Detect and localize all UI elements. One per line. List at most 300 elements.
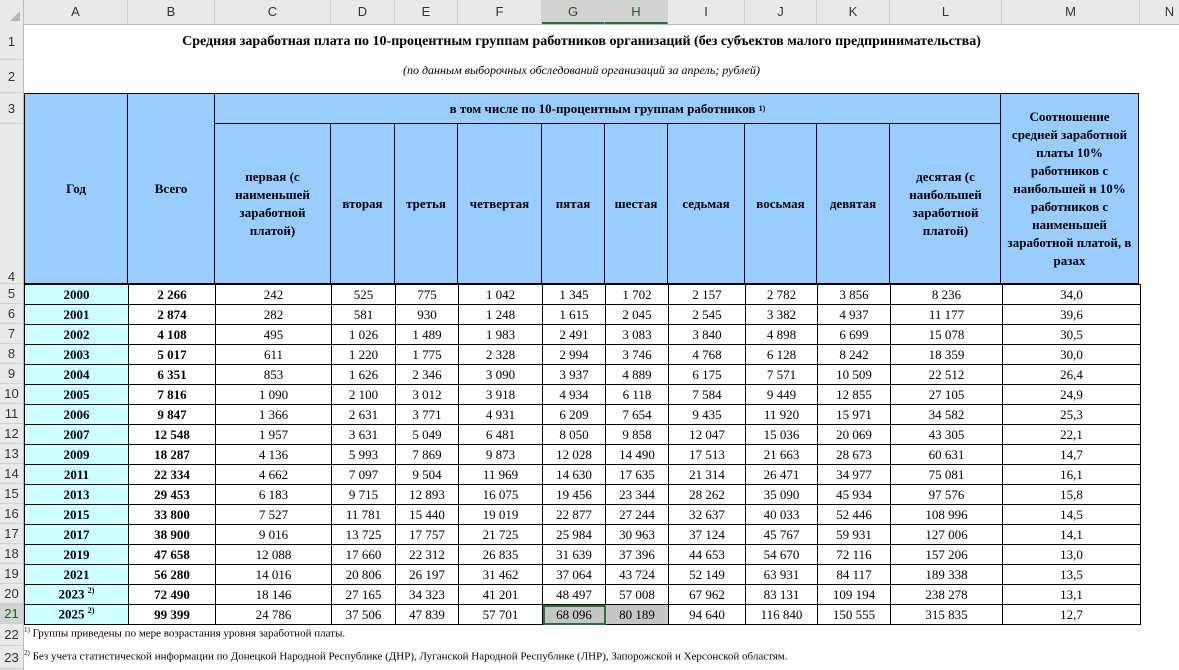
header-group-label: восьмая bbox=[756, 195, 805, 211]
group-4-cell[interactable]: 1 983 bbox=[459, 325, 543, 345]
group-4-cell[interactable]: 6 481 bbox=[459, 425, 543, 445]
group-3-cell[interactable]: 2 346 bbox=[396, 365, 459, 385]
group-5-cell[interactable]: 1 345 bbox=[543, 285, 606, 305]
group-9-cell[interactable]: 109 194 bbox=[818, 585, 891, 605]
group-7-cell[interactable]: 3 840 bbox=[669, 325, 746, 345]
group-4-cell[interactable]: 19 019 bbox=[459, 505, 543, 525]
total-cell[interactable]: 5 017 bbox=[129, 345, 216, 365]
year-cell[interactable] bbox=[25, 605, 129, 625]
group-5-cell[interactable]: 22 877 bbox=[543, 505, 606, 525]
total-cell[interactable]: 12 548 bbox=[129, 425, 216, 445]
total-cell[interactable]: 7 816 bbox=[129, 385, 216, 405]
column-header-b[interactable]: B bbox=[128, 0, 215, 24]
group-7-cell[interactable]: 2 545 bbox=[669, 305, 746, 325]
year-cell[interactable] bbox=[25, 565, 129, 585]
group-9-cell[interactable]: 59 931 bbox=[818, 525, 891, 545]
row-header-12[interactable]: 12 bbox=[0, 424, 23, 444]
group-4-cell[interactable]: 9 873 bbox=[459, 445, 543, 465]
group-3-cell[interactable]: 22 312 bbox=[396, 545, 459, 565]
footnote-2[interactable] bbox=[24, 649, 788, 663]
row-header-17[interactable]: 17 bbox=[0, 524, 23, 544]
table-row bbox=[25, 505, 1141, 525]
group-2-cell[interactable]: 17 660 bbox=[332, 545, 396, 565]
row-header-21[interactable]: 21 bbox=[0, 604, 23, 624]
total-cell[interactable]: 2 874 bbox=[129, 305, 216, 325]
column-header-g[interactable]: G bbox=[542, 0, 605, 24]
group-8-cell[interactable]: 35 090 bbox=[746, 485, 818, 505]
year-cell[interactable] bbox=[25, 445, 129, 465]
group-10-cell[interactable]: 27 105 bbox=[891, 385, 1003, 405]
group-5-cell[interactable]: 4 934 bbox=[543, 385, 606, 405]
year-cell[interactable] bbox=[25, 545, 129, 565]
group-5-cell[interactable]: 25 984 bbox=[543, 525, 606, 545]
total-cell[interactable]: 33 800 bbox=[129, 505, 216, 525]
ratio-cell[interactable]: 13,0 bbox=[1003, 545, 1141, 565]
group-4-cell[interactable]: 11 969 bbox=[459, 465, 543, 485]
group-3-cell[interactable]: 26 197 bbox=[396, 565, 459, 585]
group-10-cell[interactable]: 60 631 bbox=[891, 445, 1003, 465]
group-8-cell[interactable]: 15 036 bbox=[746, 425, 818, 445]
year-value: 2006 bbox=[63, 406, 90, 422]
group-6-cell[interactable]: 80 189 bbox=[606, 605, 669, 625]
column-headers bbox=[24, 0, 1179, 25]
column-header-f[interactable]: F bbox=[458, 0, 542, 24]
total-cell[interactable]: 29 453 bbox=[129, 485, 216, 505]
group-7-cell[interactable]: 4 768 bbox=[669, 345, 746, 365]
group-7-cell[interactable]: 2 157 bbox=[669, 285, 746, 305]
row-header-20[interactable]: 20 bbox=[0, 584, 23, 604]
ratio-cell[interactable]: 26,4 bbox=[1003, 365, 1141, 385]
group-10-cell[interactable]: 22 512 bbox=[891, 365, 1003, 385]
year-cell[interactable] bbox=[25, 325, 129, 345]
group-6-cell[interactable]: 27 244 bbox=[606, 505, 669, 525]
group-1-cell[interactable]: 24 786 bbox=[216, 605, 332, 625]
group-10-cell[interactable]: 43 305 bbox=[891, 425, 1003, 445]
group-3-cell[interactable]: 7 869 bbox=[396, 445, 459, 465]
table-row bbox=[25, 305, 1141, 325]
group-2-cell[interactable]: 581 bbox=[332, 305, 396, 325]
total-cell[interactable]: 18 287 bbox=[129, 445, 216, 465]
group-2-cell[interactable]: 13 725 bbox=[332, 525, 396, 545]
ratio-cell[interactable]: 14,5 bbox=[1003, 505, 1141, 525]
ratio-cell[interactable]: 39,6 bbox=[1003, 305, 1141, 325]
group-9-cell[interactable]: 45 934 bbox=[818, 485, 891, 505]
group-1-cell[interactable]: 1 957 bbox=[216, 425, 332, 445]
group-6-cell[interactable]: 14 490 bbox=[606, 445, 669, 465]
total-cell[interactable]: 4 108 bbox=[129, 325, 216, 345]
group-8-cell[interactable]: 11 920 bbox=[746, 405, 818, 425]
table-row bbox=[25, 445, 1141, 465]
table-row bbox=[25, 545, 1141, 565]
group-6-cell[interactable]: 3 746 bbox=[606, 345, 669, 365]
year-cell[interactable] bbox=[25, 585, 129, 605]
header-total[interactable] bbox=[127, 93, 215, 284]
year-cell[interactable] bbox=[25, 525, 129, 545]
row-header-11[interactable]: 11 bbox=[0, 404, 23, 424]
year-cell[interactable] bbox=[25, 465, 129, 485]
group-6-cell[interactable]: 17 635 bbox=[606, 465, 669, 485]
group-1-cell[interactable]: 1 366 bbox=[216, 405, 332, 425]
group-4-cell[interactable]: 1 042 bbox=[459, 285, 543, 305]
group-8-cell[interactable]: 2 782 bbox=[746, 285, 818, 305]
ratio-cell[interactable]: 16,1 bbox=[1003, 465, 1141, 485]
group-8-cell[interactable]: 6 128 bbox=[746, 345, 818, 365]
group-1-cell[interactable]: 4 662 bbox=[216, 465, 332, 485]
group-2-cell[interactable]: 2 631 bbox=[332, 405, 396, 425]
group-2-cell[interactable]: 1 026 bbox=[332, 325, 396, 345]
group-5-cell[interactable]: 2 491 bbox=[543, 325, 606, 345]
group-2-cell[interactable]: 11 781 bbox=[332, 505, 396, 525]
ratio-cell[interactable]: 30,5 bbox=[1003, 325, 1141, 345]
header-group-3[interactable] bbox=[394, 123, 458, 284]
header-ratio[interactable] bbox=[1000, 93, 1139, 284]
group-5-cell[interactable]: 1 615 bbox=[543, 305, 606, 325]
group-5-cell[interactable]: 31 639 bbox=[543, 545, 606, 565]
header-group-label: пятая bbox=[555, 195, 591, 211]
column-header-c[interactable]: C bbox=[215, 0, 331, 24]
row-header-14[interactable]: 14 bbox=[0, 464, 23, 484]
group-6-cell[interactable]: 9 858 bbox=[606, 425, 669, 445]
group-6-cell[interactable]: 37 396 bbox=[606, 545, 669, 565]
group-1-cell[interactable]: 242 bbox=[216, 285, 332, 305]
group-4-cell[interactable]: 31 462 bbox=[459, 565, 543, 585]
group-8-cell[interactable]: 7 571 bbox=[746, 365, 818, 385]
header-group-5[interactable] bbox=[541, 123, 605, 284]
group-9-cell[interactable]: 34 977 bbox=[818, 465, 891, 485]
group-9-cell[interactable]: 6 699 bbox=[818, 325, 891, 345]
group-10-cell[interactable]: 11 177 bbox=[891, 305, 1003, 325]
column-header-e[interactable]: E bbox=[395, 0, 458, 24]
group-8-cell[interactable]: 116 840 bbox=[746, 605, 818, 625]
ratio-cell[interactable]: 22,1 bbox=[1003, 425, 1141, 445]
ratio-cell[interactable]: 14,1 bbox=[1003, 525, 1141, 545]
group-8-cell[interactable]: 26 471 bbox=[746, 465, 818, 485]
footnote-1-text: Группы приведены по мере возрастания уровня заработной платы. bbox=[32, 627, 346, 640]
group-7-cell[interactable]: 28 262 bbox=[669, 485, 746, 505]
group-9-cell[interactable]: 8 242 bbox=[818, 345, 891, 365]
group-2-cell[interactable]: 27 165 bbox=[332, 585, 396, 605]
group-3-cell[interactable]: 12 893 bbox=[396, 485, 459, 505]
year-cell[interactable] bbox=[25, 425, 129, 445]
group-6-cell[interactable]: 43 724 bbox=[606, 565, 669, 585]
row-header-2[interactable]: 2 bbox=[0, 60, 23, 93]
group-7-cell[interactable]: 6 175 bbox=[669, 365, 746, 385]
row-header-7[interactable]: 7 bbox=[0, 324, 23, 344]
group-6-cell[interactable]: 2 045 bbox=[606, 305, 669, 325]
header-group-label: четвертая bbox=[469, 195, 530, 211]
footnote-1-mark: 1) bbox=[24, 626, 30, 634]
group-7-cell[interactable]: 9 435 bbox=[669, 405, 746, 425]
group-6-cell[interactable]: 4 889 bbox=[606, 365, 669, 385]
header-group-7[interactable] bbox=[667, 123, 745, 284]
group-8-cell[interactable]: 9 449 bbox=[746, 385, 818, 405]
year-cell[interactable] bbox=[25, 345, 129, 365]
year-cell[interactable] bbox=[25, 285, 129, 305]
table-row bbox=[25, 365, 1141, 385]
group-4-cell[interactable]: 2 328 bbox=[459, 345, 543, 365]
group-1-cell[interactable]: 9 016 bbox=[216, 525, 332, 545]
select-all-button[interactable] bbox=[0, 0, 24, 24]
group-10-cell[interactable]: 75 081 bbox=[891, 465, 1003, 485]
group-1-cell[interactable]: 1 090 bbox=[216, 385, 332, 405]
sheet-subtitle[interactable]: (по данным выборочных обследований организаций за апрель; рублей) bbox=[402, 63, 761, 77]
header-group-9[interactable] bbox=[816, 123, 890, 284]
group-3-cell[interactable]: 34 323 bbox=[396, 585, 459, 605]
footnote-1[interactable] bbox=[24, 626, 345, 640]
group-10-cell[interactable]: 238 278 bbox=[891, 585, 1003, 605]
group-7-cell[interactable]: 37 124 bbox=[669, 525, 746, 545]
group-8-cell[interactable]: 21 663 bbox=[746, 445, 818, 465]
group-3-cell[interactable]: 5 049 bbox=[396, 425, 459, 445]
group-3-cell[interactable]: 3 012 bbox=[396, 385, 459, 405]
row-header-9[interactable]: 9 bbox=[0, 364, 23, 384]
group-4-cell[interactable]: 1 248 bbox=[459, 305, 543, 325]
group-3-cell[interactable]: 9 504 bbox=[396, 465, 459, 485]
group-8-cell[interactable]: 3 382 bbox=[746, 305, 818, 325]
group-5-cell[interactable]: 14 630 bbox=[543, 465, 606, 485]
group-2-cell[interactable]: 37 506 bbox=[332, 605, 396, 625]
group-7-cell[interactable]: 52 149 bbox=[669, 565, 746, 585]
year-cell[interactable] bbox=[25, 365, 129, 385]
ratio-cell[interactable]: 12,7 bbox=[1003, 605, 1141, 625]
column-header-h[interactable]: H bbox=[605, 0, 668, 24]
year-cell[interactable] bbox=[25, 385, 129, 405]
group-10-cell[interactable]: 18 359 bbox=[891, 345, 1003, 365]
group-5-cell[interactable]: 19 456 bbox=[543, 485, 606, 505]
table-row bbox=[25, 425, 1141, 445]
group-9-cell[interactable]: 28 673 bbox=[818, 445, 891, 465]
row-header-19[interactable]: 19 bbox=[0, 564, 23, 584]
group-8-cell[interactable]: 40 033 bbox=[746, 505, 818, 525]
group-6-cell[interactable]: 1 702 bbox=[606, 285, 669, 305]
group-3-cell[interactable]: 17 757 bbox=[396, 525, 459, 545]
group-4-cell[interactable]: 41 201 bbox=[459, 585, 543, 605]
group-2-cell[interactable]: 20 806 bbox=[332, 565, 396, 585]
year-cell[interactable] bbox=[25, 305, 129, 325]
group-2-cell[interactable]: 2 100 bbox=[332, 385, 396, 405]
row-header-5[interactable]: 5 bbox=[0, 284, 23, 304]
group-10-cell[interactable]: 8 236 bbox=[891, 285, 1003, 305]
group-6-cell[interactable]: 3 083 bbox=[606, 325, 669, 345]
ratio-cell[interactable]: 24,9 bbox=[1003, 385, 1141, 405]
group-1-cell[interactable]: 495 bbox=[216, 325, 332, 345]
group-5-cell[interactable]: 37 064 bbox=[543, 565, 606, 585]
ratio-cell[interactable]: 15,8 bbox=[1003, 485, 1141, 505]
row-header-18[interactable]: 18 bbox=[0, 544, 23, 564]
group-2-cell[interactable]: 3 631 bbox=[332, 425, 396, 445]
group-6-cell[interactable]: 30 963 bbox=[606, 525, 669, 545]
group-1-cell[interactable]: 18 146 bbox=[216, 585, 332, 605]
year-value: 2003 bbox=[63, 346, 90, 362]
table-row bbox=[25, 565, 1141, 585]
group-6-cell[interactable]: 57 008 bbox=[606, 585, 669, 605]
group-1-cell[interactable]: 282 bbox=[216, 305, 332, 325]
ratio-cell[interactable]: 30,0 bbox=[1003, 345, 1141, 365]
group-4-cell[interactable]: 3 090 bbox=[459, 365, 543, 385]
ratio-cell[interactable]: 13,5 bbox=[1003, 565, 1141, 585]
group-5-cell[interactable]: 8 050 bbox=[543, 425, 606, 445]
footnote-2-text: Без учета статистической информации по Донецкой Народной Республике (ДНР), Луганской Народной Республике (ЛНР), Запорожской и Херсонской областям. bbox=[32, 650, 788, 663]
row-header-8[interactable]: 8 bbox=[0, 344, 23, 364]
group-10-cell[interactable]: 157 206 bbox=[891, 545, 1003, 565]
column-header-i[interactable]: I bbox=[668, 0, 745, 24]
group-2-cell[interactable]: 7 097 bbox=[332, 465, 396, 485]
group-3-cell[interactable]: 930 bbox=[396, 305, 459, 325]
group-2-cell[interactable]: 5 993 bbox=[332, 445, 396, 465]
group-5-cell[interactable]: 3 937 bbox=[543, 365, 606, 385]
group-9-cell[interactable]: 3 856 bbox=[818, 285, 891, 305]
total-cell[interactable]: 47 658 bbox=[129, 545, 216, 565]
group-4-cell[interactable]: 4 931 bbox=[459, 405, 543, 425]
header-ratio-label: Соотношение средней заработной платы 10% работников с наибольшей и 10% работников с наименьшей заработной платой, в разах bbox=[1007, 108, 1132, 268]
group-3-cell[interactable]: 775 bbox=[396, 285, 459, 305]
group-5-cell[interactable]: 2 994 bbox=[543, 345, 606, 365]
row-header-13[interactable]: 13 bbox=[0, 444, 23, 464]
group-9-cell[interactable]: 15 971 bbox=[818, 405, 891, 425]
ratio-cell[interactable]: 34,0 bbox=[1003, 285, 1141, 305]
row-header-15[interactable]: 15 bbox=[0, 484, 23, 504]
ratio-cell[interactable]: 13,1 bbox=[1003, 585, 1141, 605]
column-header-k[interactable]: K bbox=[817, 0, 890, 24]
table-row bbox=[25, 585, 1141, 605]
year-value: 2021 bbox=[63, 566, 90, 582]
column-header-l[interactable]: L bbox=[890, 0, 1002, 24]
total-cell[interactable]: 99 399 bbox=[129, 605, 216, 625]
header-group-4[interactable] bbox=[457, 123, 542, 284]
group-1-cell[interactable]: 6 183 bbox=[216, 485, 332, 505]
header-group-2[interactable] bbox=[330, 123, 395, 284]
group-4-cell[interactable]: 3 918 bbox=[459, 385, 543, 405]
group-8-cell[interactable]: 83 131 bbox=[746, 585, 818, 605]
group-10-cell[interactable]: 127 006 bbox=[891, 525, 1003, 545]
total-cell[interactable]: 38 900 bbox=[129, 525, 216, 545]
group-4-cell[interactable]: 21 725 bbox=[459, 525, 543, 545]
group-9-cell[interactable]: 20 069 bbox=[818, 425, 891, 445]
group-10-cell[interactable]: 97 576 bbox=[891, 485, 1003, 505]
group-3-cell[interactable]: 47 839 bbox=[396, 605, 459, 625]
row-header-3[interactable]: 3 bbox=[0, 93, 23, 124]
group-7-cell[interactable]: 12 047 bbox=[669, 425, 746, 445]
group-5-cell[interactable]: 6 209 bbox=[543, 405, 606, 425]
year-cell[interactable] bbox=[25, 405, 129, 425]
group-2-cell[interactable]: 1 220 bbox=[332, 345, 396, 365]
year-cell[interactable] bbox=[25, 485, 129, 505]
header-groups-title[interactable] bbox=[214, 93, 1001, 124]
row-header-6[interactable]: 6 bbox=[0, 304, 23, 324]
group-1-cell[interactable]: 7 527 bbox=[216, 505, 332, 525]
column-header-a[interactable]: A bbox=[24, 0, 128, 24]
sheet-title[interactable]: Средняя заработная плата по 10-процентным группам работников организаций (без субъектов малого предпринимательства) bbox=[182, 34, 981, 49]
group-9-cell[interactable]: 150 555 bbox=[818, 605, 891, 625]
row-header-23[interactable]: 23 bbox=[0, 646, 23, 669]
group-10-cell[interactable]: 15 078 bbox=[891, 325, 1003, 345]
group-5-cell[interactable]: 48 497 bbox=[543, 585, 606, 605]
group-7-cell[interactable]: 21 314 bbox=[669, 465, 746, 485]
ratio-cell[interactable]: 25,3 bbox=[1003, 405, 1141, 425]
year-footnote-mark: 2) bbox=[87, 606, 95, 616]
group-7-cell[interactable]: 17 513 bbox=[669, 445, 746, 465]
group-3-cell[interactable]: 15 440 bbox=[396, 505, 459, 525]
column-header-n[interactable]: N bbox=[1140, 0, 1179, 24]
group-1-cell[interactable]: 611 bbox=[216, 345, 332, 365]
group-6-cell[interactable]: 7 654 bbox=[606, 405, 669, 425]
group-1-cell[interactable]: 853 bbox=[216, 365, 332, 385]
total-cell[interactable]: 22 334 bbox=[129, 465, 216, 485]
ratio-cell[interactable]: 14,7 bbox=[1003, 445, 1141, 465]
group-7-cell[interactable]: 32 637 bbox=[669, 505, 746, 525]
year-cell[interactable] bbox=[25, 505, 129, 525]
group-7-cell[interactable]: 67 962 bbox=[669, 585, 746, 605]
group-4-cell[interactable]: 26 835 bbox=[459, 545, 543, 565]
group-8-cell[interactable]: 45 767 bbox=[746, 525, 818, 545]
group-9-cell[interactable]: 72 116 bbox=[818, 545, 891, 565]
group-8-cell[interactable]: 4 898 bbox=[746, 325, 818, 345]
column-header-j[interactable]: J bbox=[745, 0, 817, 24]
row-header-10[interactable]: 10 bbox=[0, 384, 23, 404]
group-2-cell[interactable]: 1 626 bbox=[332, 365, 396, 385]
group-2-cell[interactable]: 525 bbox=[332, 285, 396, 305]
group-9-cell[interactable]: 52 446 bbox=[818, 505, 891, 525]
group-9-cell[interactable]: 10 509 bbox=[818, 365, 891, 385]
header-group-label: седьмая bbox=[682, 195, 730, 211]
group-3-cell[interactable]: 1 489 bbox=[396, 325, 459, 345]
group-10-cell[interactable]: 108 996 bbox=[891, 505, 1003, 525]
row-header-4[interactable]: 4 bbox=[0, 124, 23, 284]
group-1-cell[interactable]: 14 016 bbox=[216, 565, 332, 585]
group-3-cell[interactable]: 3 771 bbox=[396, 405, 459, 425]
total-cell[interactable]: 6 351 bbox=[129, 365, 216, 385]
group-6-cell[interactable]: 6 118 bbox=[606, 385, 669, 405]
group-7-cell[interactable]: 94 640 bbox=[669, 605, 746, 625]
column-header-m[interactable]: M bbox=[1002, 0, 1140, 24]
group-8-cell[interactable]: 54 670 bbox=[746, 545, 818, 565]
group-6-cell[interactable]: 23 344 bbox=[606, 485, 669, 505]
total-cell[interactable]: 2 266 bbox=[129, 285, 216, 305]
group-10-cell[interactable]: 34 582 bbox=[891, 405, 1003, 425]
total-cell[interactable]: 9 847 bbox=[129, 405, 216, 425]
group-9-cell[interactable]: 4 937 bbox=[818, 305, 891, 325]
header-group-8[interactable] bbox=[744, 123, 817, 284]
year-value: 2002 bbox=[63, 326, 90, 342]
header-group-10[interactable] bbox=[889, 123, 1002, 284]
group-4-cell[interactable]: 16 075 bbox=[459, 485, 543, 505]
total-cell[interactable]: 72 490 bbox=[129, 585, 216, 605]
group-4-cell[interactable]: 57 701 bbox=[459, 605, 543, 625]
row-header-16[interactable]: 16 bbox=[0, 504, 23, 524]
header-year[interactable] bbox=[24, 93, 128, 284]
group-5-cell[interactable]: 12 028 bbox=[543, 445, 606, 465]
group-10-cell[interactable]: 315 835 bbox=[891, 605, 1003, 625]
group-3-cell[interactable]: 1 775 bbox=[396, 345, 459, 365]
group-1-cell[interactable]: 4 136 bbox=[216, 445, 332, 465]
group-1-cell[interactable]: 12 088 bbox=[216, 545, 332, 565]
header-group-6[interactable] bbox=[604, 123, 668, 284]
column-header-d[interactable]: D bbox=[331, 0, 395, 24]
header-group-1[interactable] bbox=[214, 123, 331, 284]
group-7-cell[interactable]: 7 584 bbox=[669, 385, 746, 405]
group-7-cell[interactable]: 44 653 bbox=[669, 545, 746, 565]
group-10-cell[interactable]: 189 338 bbox=[891, 565, 1003, 585]
group-2-cell[interactable]: 9 715 bbox=[332, 485, 396, 505]
group-5-cell[interactable]: 68 096 bbox=[543, 605, 606, 625]
group-9-cell[interactable]: 84 117 bbox=[818, 565, 891, 585]
row-header-1[interactable]: 1 bbox=[0, 24, 23, 60]
group-9-cell[interactable]: 12 855 bbox=[818, 385, 891, 405]
table-row bbox=[25, 605, 1141, 625]
total-cell[interactable]: 56 280 bbox=[129, 565, 216, 585]
group-8-cell[interactable]: 63 931 bbox=[746, 565, 818, 585]
row-header-22[interactable]: 22 bbox=[0, 624, 23, 646]
